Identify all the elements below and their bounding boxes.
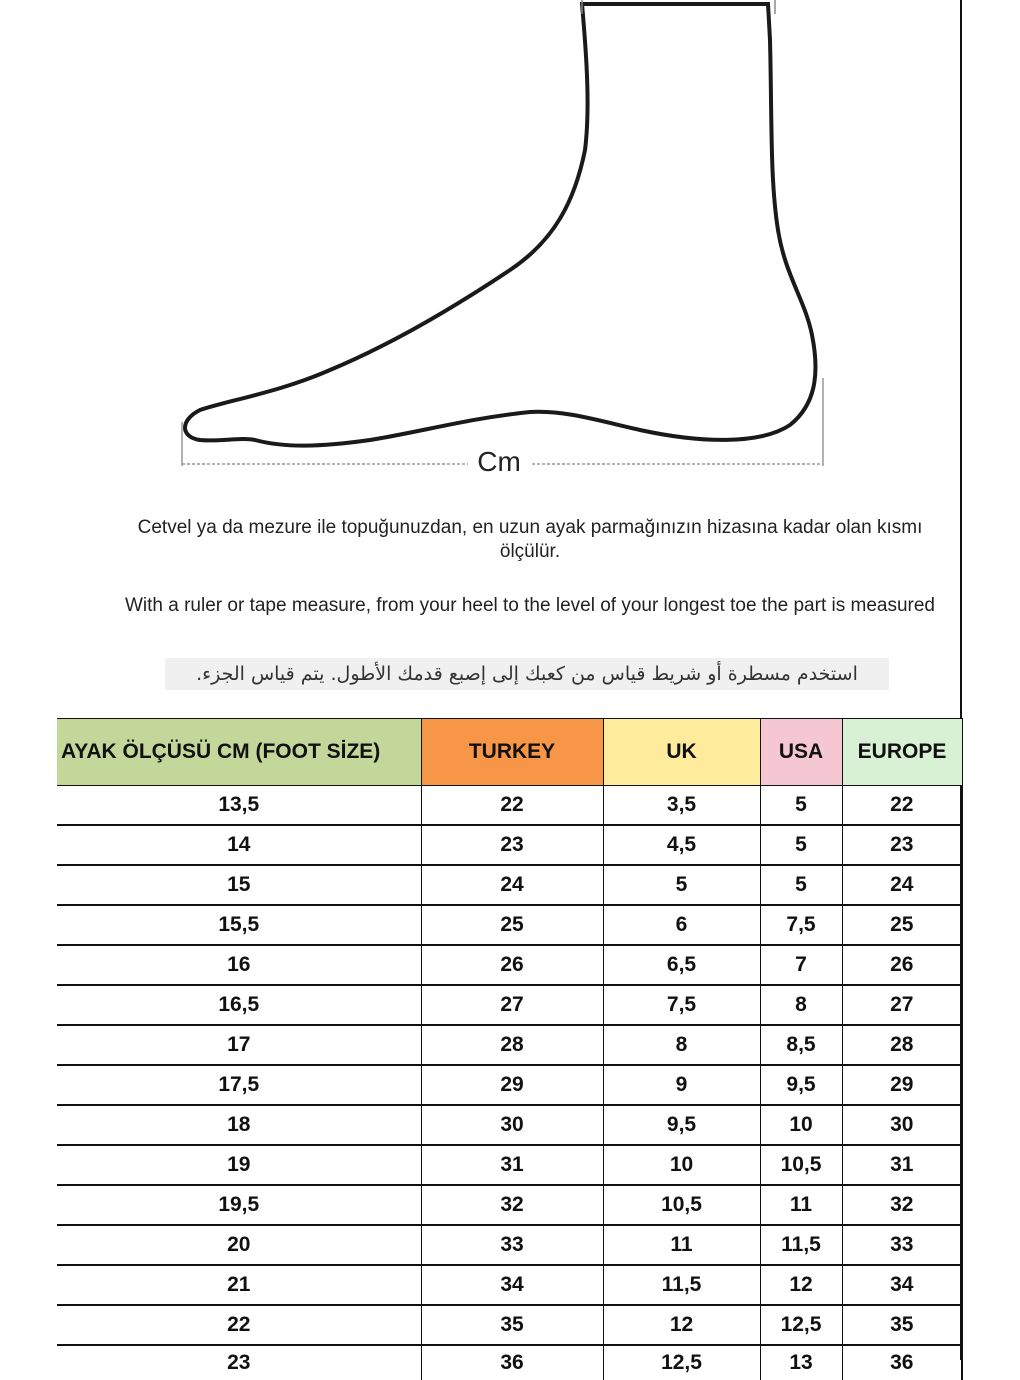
size-table-header-row (57, 719, 962, 786)
table-row (57, 905, 962, 945)
cell-europe: 30 (842, 1105, 962, 1145)
cell-turkey: 28 (421, 1025, 603, 1065)
table-row (57, 865, 962, 905)
cell-turkey: 26 (421, 945, 603, 985)
cell-usa: 8,5 (760, 1025, 842, 1065)
cell-europe: 35 (842, 1305, 962, 1345)
table-row (57, 786, 962, 826)
cell-uk: 10,5 (603, 1185, 760, 1225)
cell-foot-cm: 13,5 (57, 786, 421, 826)
header-uk: UK (603, 719, 760, 786)
cell-usa: 12,5 (760, 1305, 842, 1345)
cell-uk: 4,5 (603, 825, 760, 865)
cell-europe: 25 (842, 905, 962, 945)
cell-europe: 24 (842, 865, 962, 905)
table-row (57, 945, 962, 985)
cell-foot-cm: 19,5 (57, 1185, 421, 1225)
cell-usa: 5 (760, 865, 842, 905)
cell-turkey: 34 (421, 1265, 603, 1305)
size-table-body (57, 786, 962, 1380)
cell-uk: 8 (603, 1025, 760, 1065)
table-row (57, 1025, 962, 1065)
cell-europe: 33 (842, 1225, 962, 1265)
instruction-english: With a ruler or tape measure, from your heel to the level of your longest toe the part is measured (120, 594, 940, 618)
cell-turkey: 31 (421, 1145, 603, 1185)
cell-europe: 27 (842, 985, 962, 1025)
table-row (57, 825, 962, 865)
cell-uk: 12,5 (603, 1345, 760, 1380)
table-row (57, 1185, 962, 1225)
header-europe: EUROPE (842, 719, 962, 786)
table-row (57, 1345, 962, 1380)
cell-usa: 8 (760, 985, 842, 1025)
cell-turkey: 32 (421, 1185, 603, 1225)
cell-uk: 9,5 (603, 1105, 760, 1145)
cell-usa: 9,5 (760, 1065, 842, 1105)
cell-turkey: 27 (421, 985, 603, 1025)
cell-usa: 12 (760, 1265, 842, 1305)
cell-usa: 5 (760, 825, 842, 865)
cell-foot-cm: 20 (57, 1225, 421, 1265)
cell-europe: 26 (842, 945, 962, 985)
cell-turkey: 35 (421, 1305, 603, 1345)
cell-foot-cm: 16,5 (57, 985, 421, 1025)
cell-usa: 7,5 (760, 905, 842, 945)
measure-label: Cm (470, 446, 528, 478)
table-row (57, 1305, 962, 1345)
cell-turkey: 23 (421, 825, 603, 865)
cell-usa: 11,5 (760, 1225, 842, 1265)
table-row (57, 1105, 962, 1145)
cell-uk: 5 (603, 865, 760, 905)
cell-usa: 10,5 (760, 1145, 842, 1185)
cell-uk: 10 (603, 1145, 760, 1185)
cell-foot-cm: 19 (57, 1145, 421, 1185)
header-foot-size: AYAK ÖLÇÜSÜ CM (FOOT SİZE) (57, 719, 421, 786)
cell-foot-cm: 17 (57, 1025, 421, 1065)
cell-foot-cm: 15,5 (57, 905, 421, 945)
cell-usa: 5 (760, 786, 842, 826)
cell-usa: 11 (760, 1185, 842, 1225)
cell-turkey: 36 (421, 1345, 603, 1380)
table-row (57, 985, 962, 1025)
cell-foot-cm: 18 (57, 1105, 421, 1145)
cell-uk: 9 (603, 1065, 760, 1105)
table-row (57, 1225, 962, 1265)
cell-foot-cm: 14 (57, 825, 421, 865)
cell-foot-cm: 22 (57, 1305, 421, 1345)
header-turkey: TURKEY (421, 719, 603, 786)
foot-outline (185, 4, 816, 446)
foot-diagram (0, 0, 1020, 500)
table-row (57, 1145, 962, 1185)
cell-europe: 23 (842, 825, 962, 865)
cell-uk: 7,5 (603, 985, 760, 1025)
instruction-turkish: Cetvel ya da mezure ile topuğunuzdan, en uzun ayak parmağınızın hizasına kadar olan kısmı ölçülür. (120, 516, 940, 564)
instruction-arabic: استخدم مسطرة أو شريط قياس من كعبك إلى إصبع قدمك الأطول. يتم قياس الجزء. (165, 658, 889, 690)
cell-turkey: 22 (421, 786, 603, 826)
cell-europe: 22 (842, 786, 962, 826)
cell-uk: 12 (603, 1305, 760, 1345)
table-row (57, 1065, 962, 1105)
table-row (57, 1265, 962, 1305)
cell-turkey: 25 (421, 905, 603, 945)
header-usa: USA (760, 719, 842, 786)
cell-uk: 11 (603, 1225, 760, 1265)
cell-foot-cm: 17,5 (57, 1065, 421, 1105)
cell-foot-cm: 21 (57, 1265, 421, 1305)
cell-europe: 28 (842, 1025, 962, 1065)
cell-turkey: 29 (421, 1065, 603, 1105)
cell-turkey: 24 (421, 865, 603, 905)
cell-foot-cm: 15 (57, 865, 421, 905)
cell-usa: 13 (760, 1345, 842, 1380)
cell-usa: 10 (760, 1105, 842, 1145)
cell-europe: 36 (842, 1345, 962, 1380)
cell-foot-cm: 16 (57, 945, 421, 985)
cell-uk: 6 (603, 905, 760, 945)
cell-uk: 3,5 (603, 786, 760, 826)
cell-europe: 32 (842, 1185, 962, 1225)
cell-usa: 7 (760, 945, 842, 985)
cell-europe: 34 (842, 1265, 962, 1305)
cell-turkey: 30 (421, 1105, 603, 1145)
cell-europe: 31 (842, 1145, 962, 1185)
cell-uk: 6,5 (603, 945, 760, 985)
cell-uk: 11,5 (603, 1265, 760, 1305)
size-table (57, 718, 963, 1380)
cell-turkey: 33 (421, 1225, 603, 1265)
cell-europe: 29 (842, 1065, 962, 1105)
cell-foot-cm: 23 (57, 1345, 421, 1380)
